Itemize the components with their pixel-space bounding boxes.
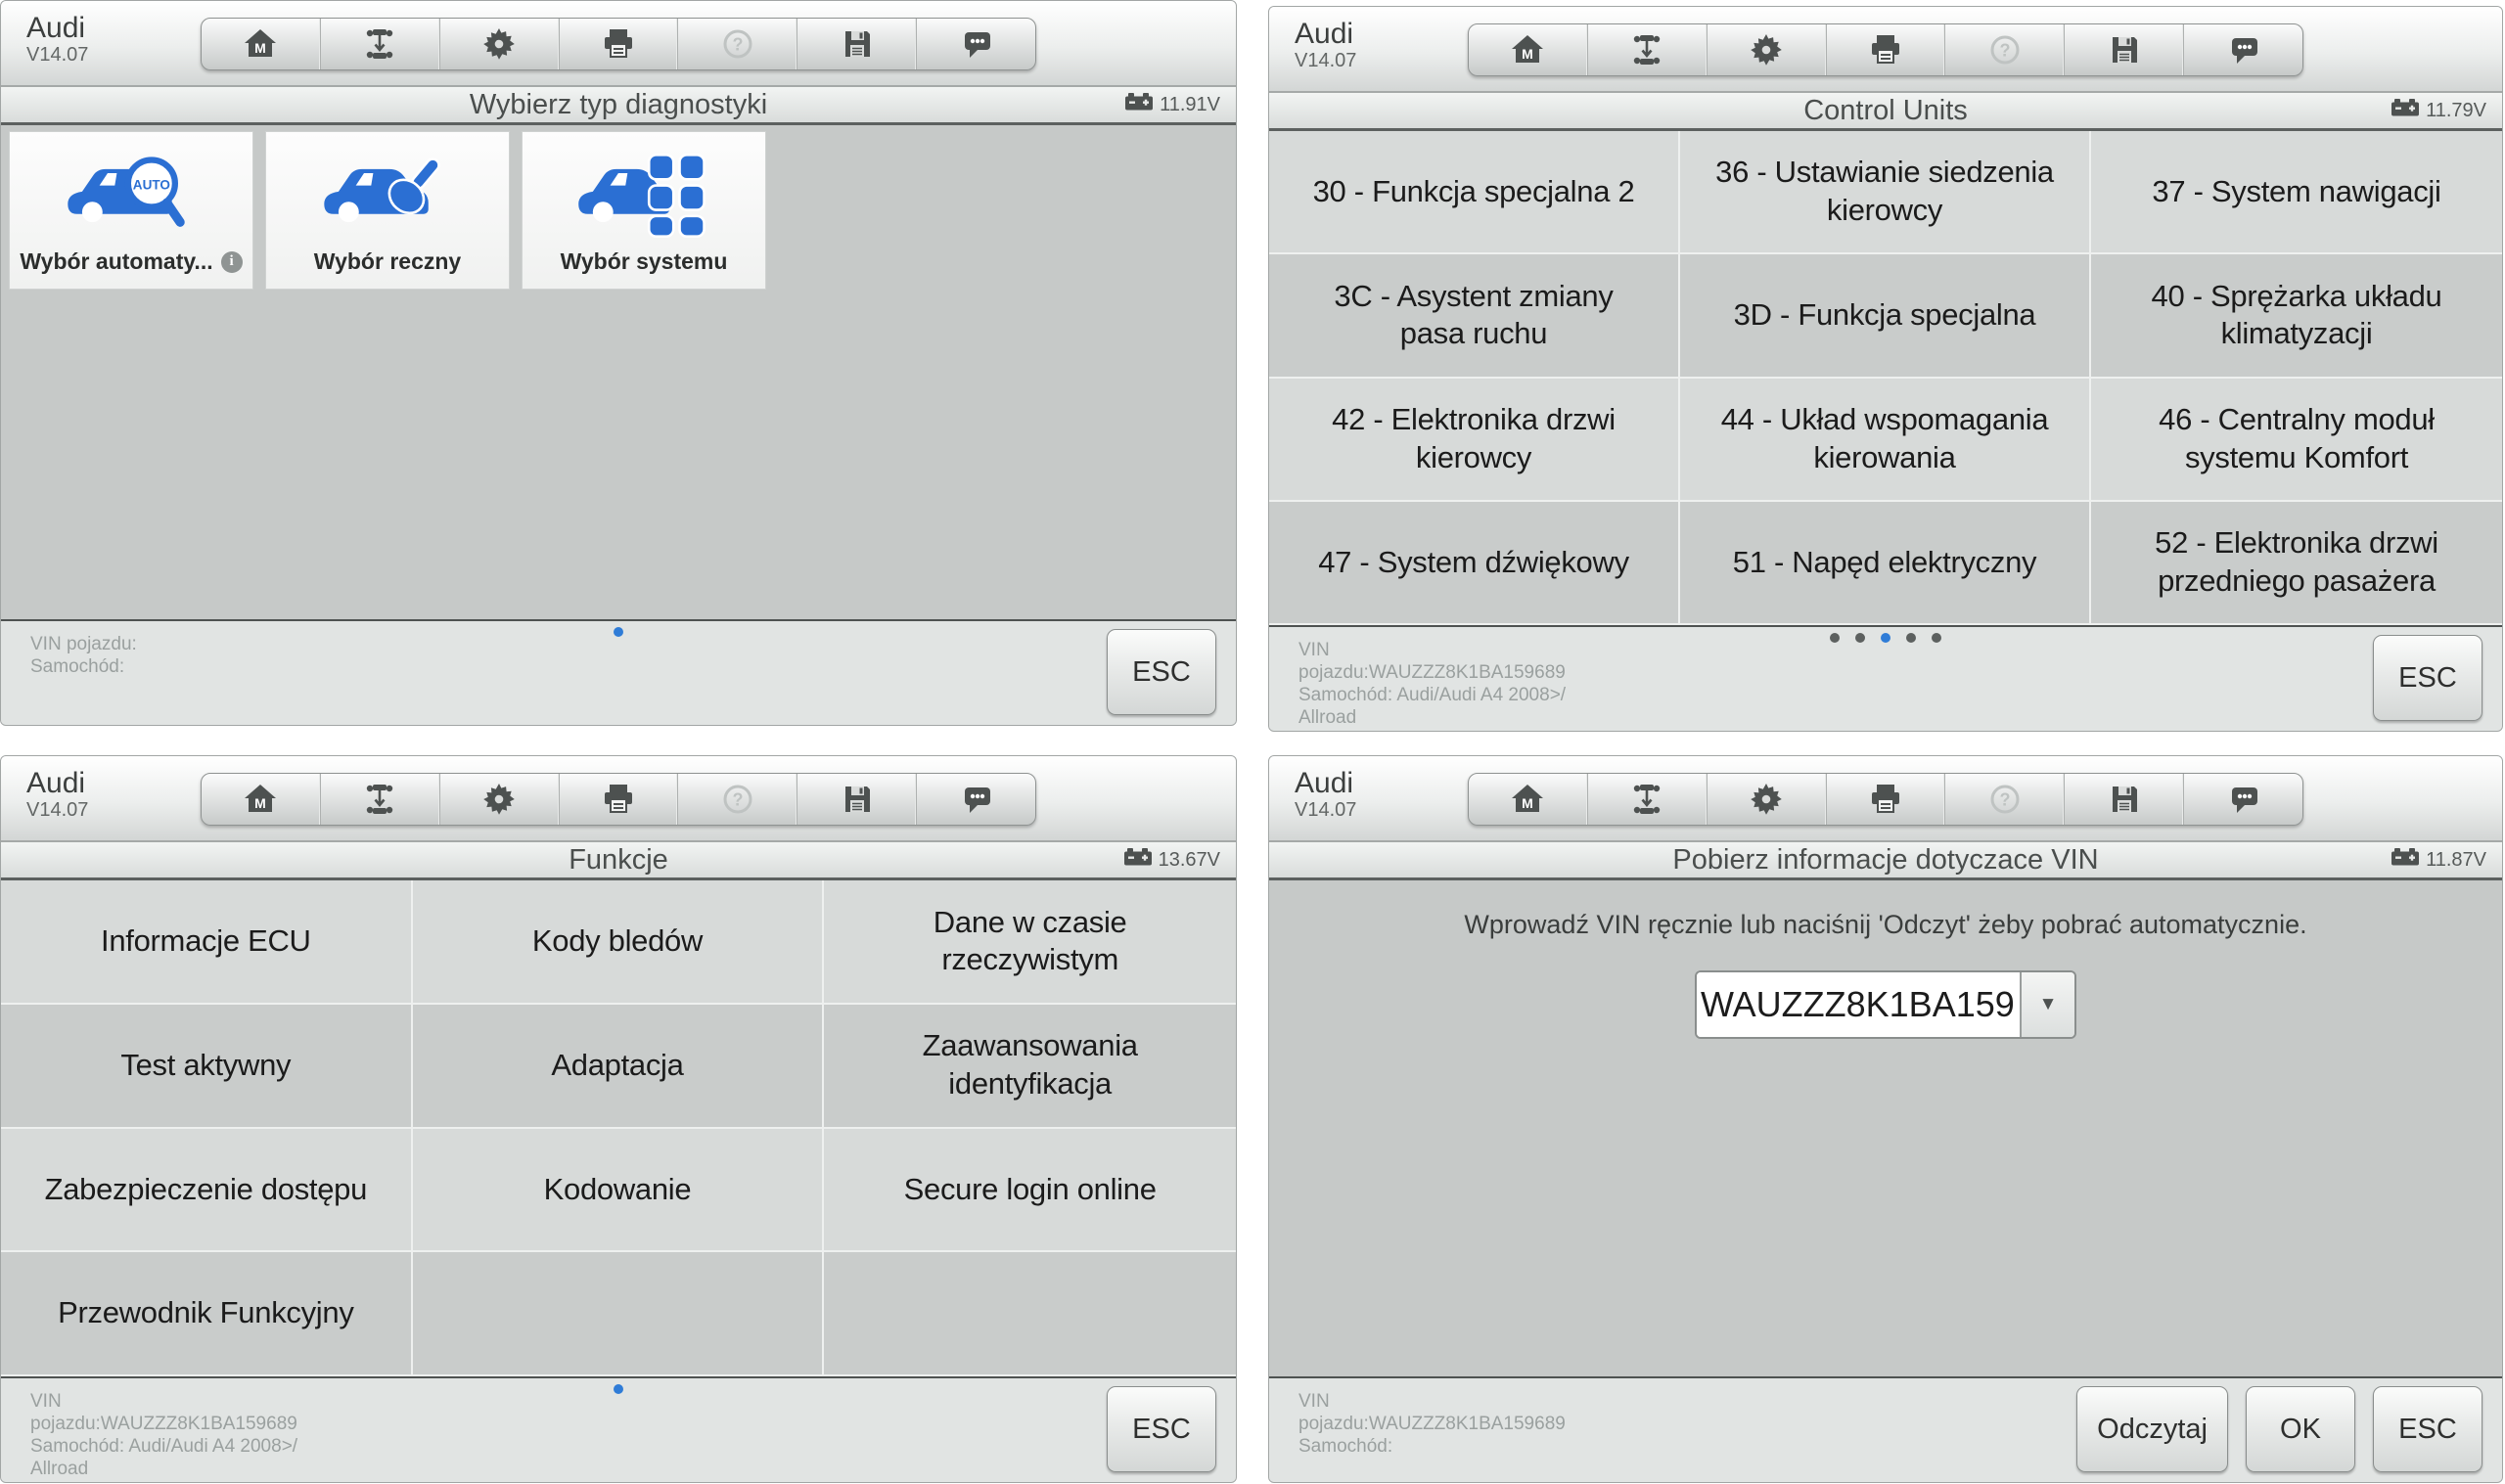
vehicle-info: [1298, 1390, 1566, 1458]
print-button[interactable]: [560, 774, 679, 825]
settings-icon: [481, 782, 517, 817]
save-button[interactable]: [2065, 24, 2184, 75]
content-area: [1269, 880, 2502, 1376]
page-dot: [1881, 633, 1890, 643]
save-icon: [840, 782, 875, 817]
help-icon: [1987, 32, 2023, 67]
vehicle-info-line: VIN pojazdu:: [30, 634, 137, 654]
battery-voltage: 13.67V: [1123, 842, 1220, 877]
vehicle-icon: [1629, 782, 1664, 817]
title-bar: [1, 842, 1236, 880]
brand-block: [26, 12, 88, 66]
home-icon: [243, 782, 278, 817]
brand-name: Audi: [26, 12, 86, 44]
control-unit-cell[interactable]: 52 - Elektronika drzwi przedniego pasażera: [2091, 502, 2502, 625]
vehicle-info-line: Samochód:: [1298, 1436, 1393, 1457]
top-toolbar: [1468, 773, 2303, 826]
diagnostic-tiles: [9, 131, 766, 290]
settings-button[interactable]: [440, 774, 560, 825]
function-cell[interactable]: Informacje ECU: [1, 880, 413, 1005]
top-toolbar: [201, 773, 1036, 826]
print-icon: [601, 782, 636, 817]
esc-button[interactable]: ESC: [1107, 1386, 1216, 1472]
brand-block: [1295, 18, 1356, 71]
car-manual-hand-icon: [319, 149, 456, 243]
battery-icon: [2391, 847, 2420, 873]
page-title: Wybierz typ diagnostyki: [469, 88, 768, 120]
vehicle-info-line: pojazdu:WAUZZZ8K1BA159689: [1298, 1414, 1566, 1434]
control-unit-cell[interactable]: 42 - Elektronika drzwi kierowcy: [1269, 379, 1680, 502]
page-title: Control Units: [1803, 94, 1968, 126]
help-icon: [1987, 782, 2023, 817]
chevron-down-icon: ▼: [2038, 994, 2058, 1014]
page-dot: [1855, 633, 1865, 643]
svg-text:M: M: [1522, 46, 1534, 62]
status-bar: [1, 619, 1236, 725]
svg-text:?: ?: [732, 34, 744, 55]
function-cell[interactable]: Kodowanie: [413, 1129, 825, 1253]
top-toolbar: [201, 18, 1036, 70]
print-icon: [601, 26, 636, 62]
page-dot: [1906, 633, 1916, 643]
settings-button[interactable]: [1708, 774, 1827, 825]
save-button[interactable]: [797, 19, 917, 69]
svg-text:M: M: [254, 40, 267, 56]
vehicle-button[interactable]: [1588, 774, 1708, 825]
esc-button[interactable]: ESC: [2373, 635, 2482, 721]
vin-combo-box: [1695, 970, 2076, 1039]
help-button[interactable]: [678, 774, 797, 825]
save-button[interactable]: [797, 774, 917, 825]
function-cell[interactable]: Secure login online: [824, 1129, 1236, 1253]
panel-control-units: [1268, 6, 2503, 732]
status-bar: [1269, 1376, 2502, 1482]
vehicle-info-line: VIN: [1298, 640, 1330, 660]
vehicle-info-line: pojazdu:WAUZZZ8K1BA159689: [30, 1414, 297, 1434]
control-unit-cell[interactable]: 51 - Napęd elektryczny: [1680, 502, 2091, 625]
vehicle-info-line: VIN: [30, 1391, 62, 1412]
save-icon: [2107, 782, 2142, 817]
brand-name: Audi: [1295, 767, 1354, 799]
header: [1269, 7, 2502, 93]
chat-icon: [959, 26, 994, 62]
function-cell[interactable]: Test aktywny: [1, 1005, 413, 1129]
function-cell[interactable]: Zaawansowania identyfikacja: [824, 1005, 1236, 1129]
chat-button[interactable]: [2184, 774, 2302, 825]
home-icon: [243, 26, 278, 62]
svg-text:?: ?: [1999, 40, 2011, 61]
brand-name: Audi: [26, 767, 86, 799]
header: [1, 1, 1236, 87]
control-unit-cell[interactable]: 44 - Układ wspomagania kierowania: [1680, 379, 2091, 502]
info-icon[interactable]: i: [221, 251, 243, 273]
control-unit-cell[interactable]: 3D - Funkcja specjalna: [1680, 254, 2091, 378]
title-bar: [1, 87, 1236, 125]
tile-manual-select[interactable]: [265, 131, 510, 290]
home-button[interactable]: [202, 774, 321, 825]
vehicle-info-line: Samochód:: [30, 656, 125, 677]
vehicle-icon: [1629, 32, 1664, 67]
vehicle-info-line: Allroad: [30, 1459, 89, 1479]
print-icon: [1868, 32, 1903, 67]
brand-version: V14.07: [1295, 50, 1357, 71]
status-bar: [1, 1376, 1236, 1482]
vehicle-button[interactable]: [321, 774, 440, 825]
settings-icon: [1749, 782, 1784, 817]
chat-button[interactable]: [2184, 24, 2302, 75]
vehicle-info-line: Samochód: Audi/Audi A4 2008>/: [30, 1436, 298, 1457]
car-system-grid-icon: [575, 149, 712, 243]
brand-name: Audi: [1295, 18, 1354, 50]
home-button[interactable]: [1469, 24, 1588, 75]
settings-button[interactable]: [440, 19, 560, 69]
vin-instruction: Wprowadź VIN ręcznie lub naciśnij 'Odczyt' żeby pobrać automatycznie.: [1464, 910, 2307, 939]
top-toolbar: [1468, 23, 2303, 76]
function-cell[interactable]: Przewodnik Funkcyjny: [1, 1252, 413, 1376]
status-bar: [1269, 625, 2502, 731]
brand-version: V14.07: [1295, 799, 1357, 821]
read-button[interactable]: Odczytaj: [2076, 1386, 2228, 1472]
page-dot: [1932, 633, 1941, 643]
svg-text:?: ?: [732, 789, 744, 810]
page-dot: [614, 627, 623, 637]
page-title: Pobierz informacje dotyczace VIN: [1672, 843, 2099, 876]
chat-icon: [2226, 32, 2261, 67]
battery-icon: [1123, 847, 1153, 873]
battery-icon: [2391, 98, 2420, 123]
page-dot: [1830, 633, 1840, 643]
home-button[interactable]: [202, 19, 321, 69]
content-area: [1269, 131, 2502, 625]
functions-grid: [1, 880, 1236, 1376]
control-unit-cell[interactable]: 40 - Sprężarka układu klimatyzacji: [2091, 254, 2502, 378]
function-cell[interactable]: Adaptacja: [413, 1005, 825, 1129]
save-icon: [840, 26, 875, 62]
function-cell[interactable]: Zabezpieczenie dostępu: [1, 1129, 413, 1253]
chat-button[interactable]: [917, 19, 1035, 69]
control-unit-cell[interactable]: 3C - Asystent zmiany pasa ruchu: [1269, 254, 1680, 378]
help-button[interactable]: [1945, 774, 2065, 825]
vehicle-info: [30, 1390, 297, 1480]
esc-button[interactable]: ESC: [1107, 629, 1216, 715]
help-button[interactable]: [678, 19, 797, 69]
home-button[interactable]: [1469, 774, 1588, 825]
vehicle-info: [30, 633, 137, 678]
tile-label: Wybór reczny: [313, 248, 462, 274]
content-area: [1, 880, 1236, 1376]
vehicle-info-line: VIN: [1298, 1391, 1330, 1412]
tile-label: Wybór systemu: [560, 248, 728, 274]
battery-voltage: 11.87V: [2391, 842, 2486, 877]
function-cell: [413, 1252, 825, 1376]
brand-version: V14.07: [26, 799, 89, 821]
title-bar: [1269, 93, 2502, 131]
help-button[interactable]: [1945, 24, 2065, 75]
control-units-grid: [1269, 131, 2502, 625]
svg-text:M: M: [254, 795, 267, 811]
header: [1269, 756, 2502, 842]
vehicle-info-line: pojazdu:WAUZZZ8K1BA159689: [1298, 662, 1566, 683]
control-unit-cell[interactable]: 30 - Funkcja specjalna 2: [1269, 131, 1680, 254]
vin-input[interactable]: [1697, 972, 2020, 1037]
vehicle-button[interactable]: [1588, 24, 1708, 75]
vin-dropdown-button[interactable]: [2020, 972, 2074, 1037]
header: [1, 756, 1236, 842]
brand-version: V14.07: [26, 44, 89, 66]
chat-icon: [2226, 782, 2261, 817]
vehicle-icon: [362, 26, 397, 62]
print-button[interactable]: [560, 19, 679, 69]
svg-text:M: M: [1522, 795, 1534, 811]
function-cell[interactable]: Kody bledów: [413, 880, 825, 1005]
help-icon: [720, 26, 755, 62]
brand-block: [26, 767, 88, 821]
page-dots: [1, 627, 1236, 637]
control-unit-cell[interactable]: 47 - System dźwiękowy: [1269, 502, 1680, 625]
page-dot: [614, 1384, 623, 1394]
save-icon: [2107, 32, 2142, 67]
settings-icon: [481, 26, 517, 62]
help-icon: [720, 782, 755, 817]
vehicle-info: [1298, 639, 1566, 729]
vehicle-info-line: Allroad: [1298, 707, 1357, 728]
tile-auto-select[interactable]: [9, 131, 253, 290]
settings-icon: [1749, 32, 1784, 67]
tile-label: Wybór automaty... i: [20, 248, 242, 275]
battery-voltage: 11.79V: [2391, 93, 2486, 128]
settings-button[interactable]: [1708, 24, 1827, 75]
battery-icon: [1124, 92, 1154, 117]
save-button[interactable]: [2065, 774, 2184, 825]
function-cell[interactable]: Dane w czasie rzeczywistym: [824, 880, 1236, 1005]
control-unit-cell[interactable]: 46 - Centralny moduł systemu Komfort: [2091, 379, 2502, 502]
vehicle-info-line: Samochód: Audi/Audi A4 2008>/: [1298, 685, 1567, 705]
panel-vin-entry: [1268, 755, 2503, 1483]
content-area: [1, 125, 1236, 619]
page-title: Funkcje: [569, 843, 668, 876]
battery-voltage: 11.91V: [1124, 87, 1220, 122]
ok-button[interactable]: OK: [2246, 1386, 2355, 1472]
home-icon: [1510, 782, 1545, 817]
vehicle-icon: [362, 782, 397, 817]
print-button[interactable]: [1827, 774, 1946, 825]
car-auto-search-icon: [63, 149, 200, 243]
panel-functions: [0, 755, 1237, 1483]
print-button[interactable]: [1827, 24, 1946, 75]
control-unit-cell[interactable]: 37 - System nawigacji: [2091, 131, 2502, 254]
svg-text:AUTO: AUTO: [132, 177, 170, 193]
vehicle-button[interactable]: [321, 19, 440, 69]
home-icon: [1510, 32, 1545, 67]
esc-button[interactable]: ESC: [2373, 1386, 2482, 1472]
title-bar: [1269, 842, 2502, 880]
function-cell: [824, 1252, 1236, 1376]
panel-diagnostic-type: [0, 0, 1237, 726]
control-unit-cell[interactable]: 36 - Ustawianie siedzenia kierowcy: [1680, 131, 2091, 254]
tile-system-select[interactable]: [522, 131, 766, 290]
svg-text:?: ?: [1999, 789, 2011, 810]
print-icon: [1868, 782, 1903, 817]
chat-icon: [959, 782, 994, 817]
brand-block: [1295, 767, 1356, 821]
chat-button[interactable]: [917, 774, 1035, 825]
